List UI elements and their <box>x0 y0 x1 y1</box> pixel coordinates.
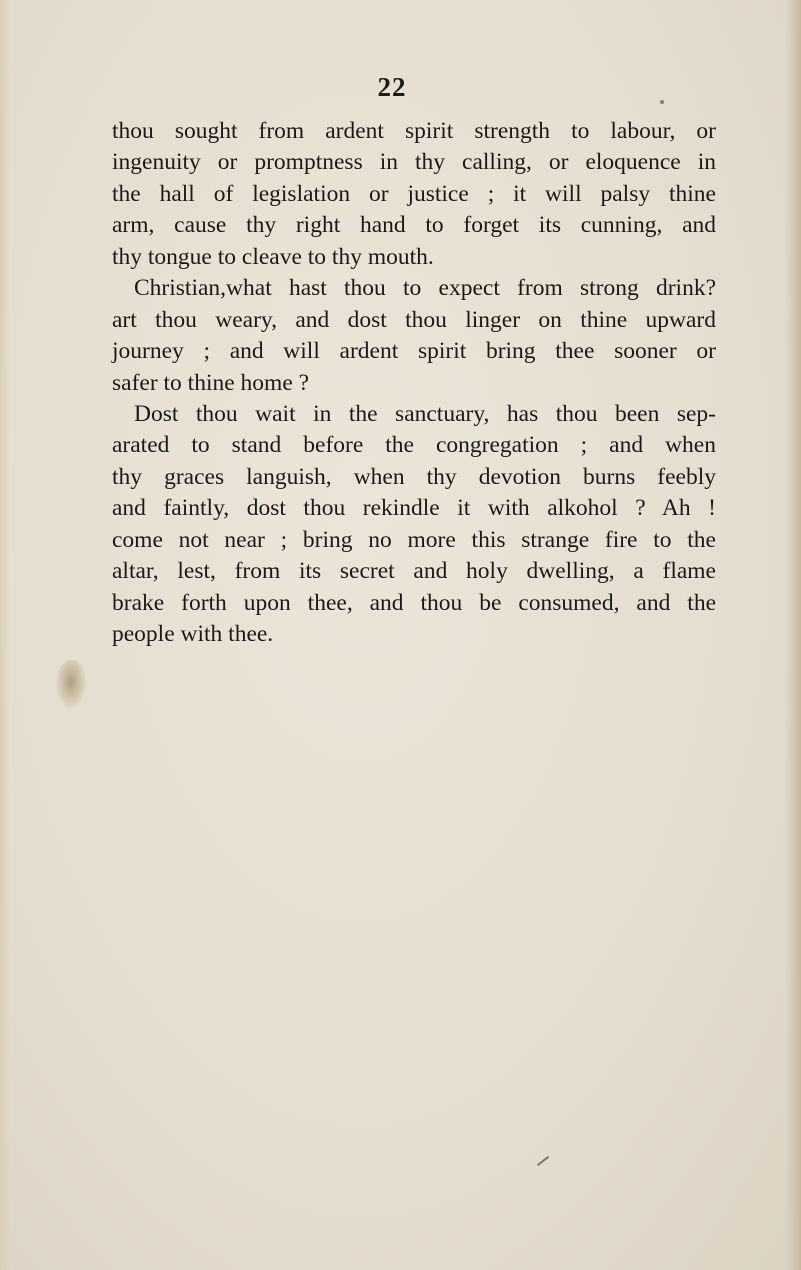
paper-stain <box>56 660 86 708</box>
text-line: Dost thou wait in the sanctuary, has thou been sep- <box>134 400 716 427</box>
text-line: Christian,what hast thou to expect from strong drink? <box>134 275 716 302</box>
text-line: thy graces languish, when thy devotion burns feebly <box>112 463 716 490</box>
text-line: the hall of legislation or justice ; it will palsy thine <box>112 180 716 207</box>
text-line: thy tongue to cleave to thy mouth. <box>112 243 434 270</box>
text-line: safer to thine home ? <box>112 369 310 396</box>
text-line: arm, cause thy right hand to forget its cunning, and <box>112 212 716 239</box>
page-number: 22 <box>377 72 407 102</box>
ink-speck <box>660 100 664 104</box>
text-line: come not near ; bring no more this strange fire to the <box>112 526 716 553</box>
text-line: journey ; and will ardent spirit bring thee sooner or <box>112 338 716 365</box>
page-left-edge <box>0 0 10 1270</box>
body-text <box>112 116 716 650</box>
text-line: brake forth upon thee, and thou be consumed, and the <box>112 589 716 616</box>
text-line: and faintly, dost thou rekindle it with alkohol ? Ah ! <box>112 495 716 522</box>
page-right-edge <box>785 0 801 1270</box>
text-line: arated to stand before the congregation ; and when <box>112 432 716 459</box>
text-line: people with thee. <box>112 621 274 647</box>
text-line: art thou weary, and dost thou linger on thine upward <box>112 306 716 333</box>
text-line: ingenuity or promptness in thy calling, or eloquence in <box>112 149 716 176</box>
text-line: thou sought from ardent spirit strength to labour, or <box>112 118 716 144</box>
pencil-mark <box>537 1156 549 1166</box>
text-line: altar, lest, from its secret and holy dwelling, a flame <box>112 558 716 585</box>
